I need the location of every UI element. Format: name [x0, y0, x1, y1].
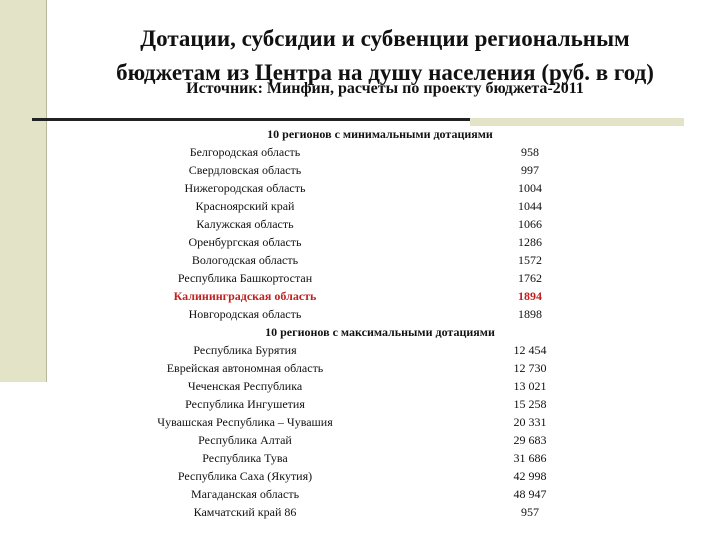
table-row [0, 467, 720, 485]
region-name: Республика Ингушетия [185, 397, 305, 411]
subsidy-value: 1004 [518, 181, 542, 195]
table-row [0, 377, 720, 395]
region-name: Республика Башкортостан [177, 271, 313, 285]
table-row [0, 269, 720, 287]
region-name: Республика Алтай [198, 433, 292, 447]
table-row [0, 305, 720, 323]
region-name: Чеченская Республика [187, 379, 303, 393]
region-name: Магаданская область [190, 487, 300, 501]
slide-subtitle: Источник: Минфин, расчеты по проекту бюджета-2011 [186, 80, 584, 97]
table-row [0, 485, 720, 503]
table-row [0, 233, 720, 251]
region-name: Калининградская область [173, 289, 317, 303]
subsidy-value: 997 [521, 163, 539, 177]
region-name: Республика Бурятия [193, 343, 297, 357]
table-row [0, 179, 720, 197]
subsidy-value: 958 [521, 145, 539, 159]
region-name: Республика Тува [202, 451, 288, 465]
region-name: Свердловская область [188, 163, 302, 177]
subsidy-value: 1894 [518, 289, 542, 303]
region-name: Оренбургская область [188, 235, 302, 249]
table-row [0, 215, 720, 233]
subsidy-value: 12 730 [513, 361, 547, 375]
table-row [0, 251, 720, 269]
subsidy-value: 31 686 [513, 451, 547, 465]
table-row [0, 197, 720, 215]
region-name: Камчатский край 86 [193, 505, 297, 519]
min-regions-header: 10 регионов с минимальными дотациями [267, 127, 493, 141]
subsidy-value: 957 [521, 505, 539, 519]
table-row [0, 413, 720, 431]
table-row [0, 503, 720, 521]
subsidy-value: 13 021 [513, 379, 547, 393]
region-name: Чувашская Республика – Чувашия [157, 415, 333, 429]
subsidy-value: 48 947 [513, 487, 547, 501]
table-row [0, 431, 720, 449]
max-regions-header: 10 регионов с максимальными дотациями [265, 325, 495, 339]
subsidy-value: 1572 [518, 253, 542, 267]
table-row [0, 341, 720, 359]
subsidy-value: 20 331 [513, 415, 547, 429]
subsidy-value: 12 454 [513, 343, 547, 357]
subsidy-value: 29 683 [513, 433, 547, 447]
subsidy-value: 15 258 [513, 397, 547, 411]
subsidy-value: 1762 [518, 271, 542, 285]
subsidy-value: 42 998 [513, 469, 547, 483]
subsidy-value: 1066 [518, 217, 542, 231]
table-row [0, 449, 720, 467]
table-row [0, 287, 720, 305]
slide-title-line-2: бюджетам из Центра на душу населения (руб. в год) [116, 60, 654, 85]
subsidy-value: 1898 [518, 307, 542, 321]
region-name: Калужская область [196, 217, 294, 231]
subsidy-value: 1286 [518, 235, 542, 249]
table-row [0, 395, 720, 413]
table-row [0, 143, 720, 161]
subsidy-value: 1044 [518, 199, 542, 213]
slide-title-line-1: Дотации, субсидии и субвенции региональным [140, 26, 630, 51]
table-row [0, 161, 720, 179]
region-name: Красноярский край [195, 199, 295, 213]
region-name: Вологодская область [191, 253, 299, 267]
region-name: Еврейская автономная область [166, 361, 324, 375]
region-name: Новгородская область [188, 307, 302, 321]
table-row [0, 359, 720, 377]
region-name: Белгородская область [189, 145, 301, 159]
region-name: Нижегородская область [184, 181, 306, 195]
region-name: Республика Саха (Якутия) [177, 469, 313, 483]
